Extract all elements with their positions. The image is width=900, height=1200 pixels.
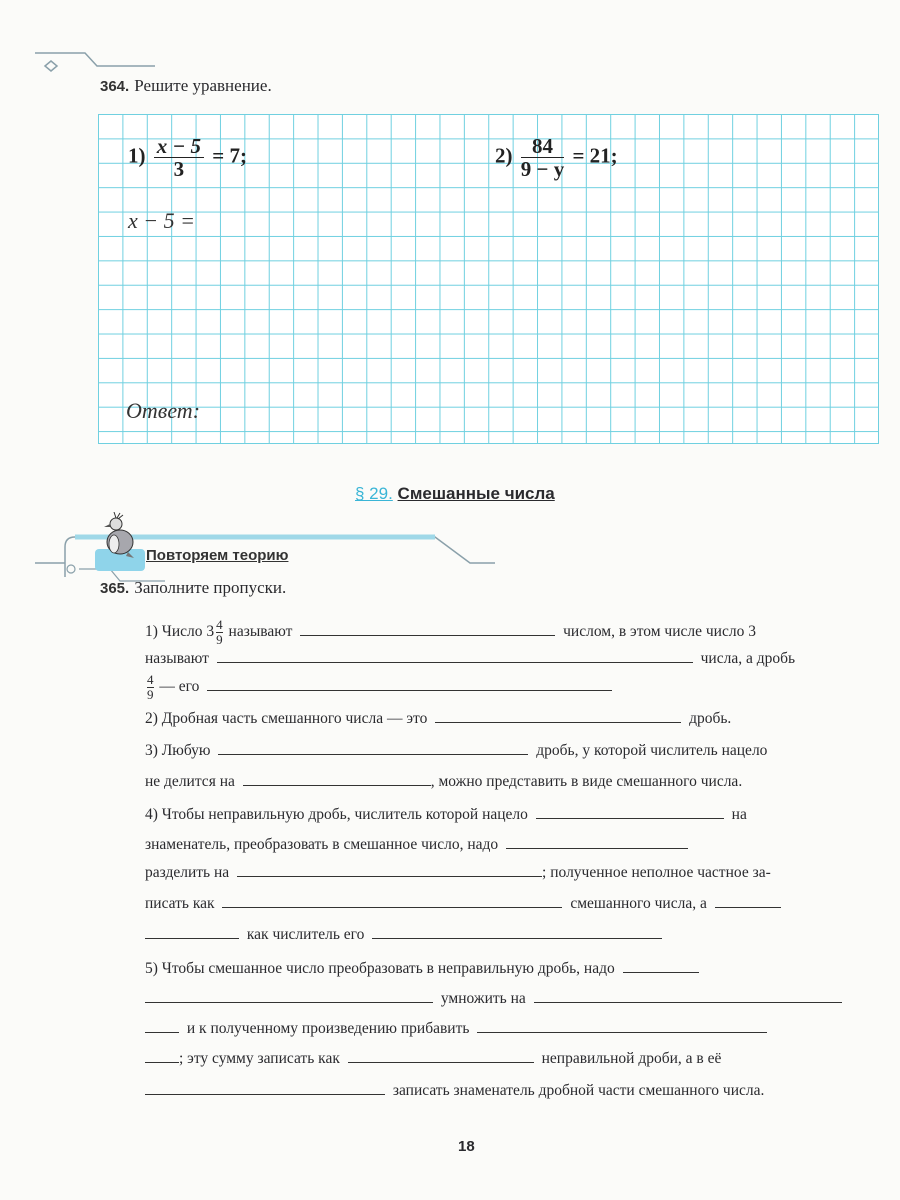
blank-field[interactable] [218,753,528,755]
denominator: 9 − y [520,157,565,181]
section-title: Смешанные числа [397,484,555,503]
blank-field[interactable] [237,875,542,877]
text: 2) Дробная часть смешанного числа — это [145,710,428,727]
item-2 [145,710,731,728]
item-5-line-1 [145,960,703,978]
item-4-line-2 [145,836,692,854]
blank-field[interactable] [243,784,431,786]
section-header [355,484,555,504]
task-title: Решите уравнение. [134,76,272,95]
denominator: 9 [216,632,223,647]
text: 4) Чтобы неправильную дробь, числитель которой нацело [145,806,528,823]
text: ; эту сумму записать как [179,1050,340,1067]
blank-field[interactable] [536,817,724,819]
text: дробь, у которой числитель нацело [536,742,768,759]
text: 3) Любую [145,742,211,759]
theory-banner-title: Повторяем теорию [146,547,289,564]
item-5-line-4 [145,1050,721,1068]
text: как числитель его [246,926,365,943]
fraction [147,673,154,702]
blank-field[interactable] [217,661,693,663]
task-number: 365. [100,580,130,597]
blank-field[interactable] [300,634,555,636]
page-number: 18 [458,1138,475,1155]
text: не делится на [145,773,235,790]
text: ; полученное неполное частное за- [542,864,771,881]
blank-field[interactable] [145,1031,179,1033]
item-5-line-2 [145,990,846,1008]
bird-mascot-icon [98,512,142,562]
equation-1 [128,135,247,180]
blank-field[interactable] [477,1031,767,1033]
text: числа, а дробь [700,650,796,667]
text: числом, в этом числе число 3 [563,623,756,641]
rhs: = 21; [572,143,618,168]
header-decoration [35,48,165,78]
section-number: § 29. [355,484,393,503]
item-4-line-4 [145,895,785,913]
item-5-line-5 [145,1082,764,1100]
task-title: Заполните пропуски. [134,578,287,597]
text: , можно представить в виде смешанного числа. [430,773,743,790]
numerator: x − 5 [154,135,204,158]
text: 1) Число 3 [145,623,215,641]
solution-step: x − 5 = [128,208,195,233]
item-1-line-1 [145,618,756,647]
text: дробь. [689,710,732,727]
equation-2 [495,135,618,180]
blank-field[interactable] [145,1001,433,1003]
fraction [154,135,204,180]
text: смешанного числа, а [570,895,707,912]
numerator: 4 [216,617,223,632]
blank-field[interactable] [372,937,662,939]
task-364-header [100,76,272,96]
fraction [521,135,564,180]
item-4-line-3 [145,864,771,882]
blank-field[interactable] [435,721,681,723]
text: умножить на [440,990,526,1007]
task-number: 364. [100,78,130,95]
item-1-line-3 [145,673,616,702]
blank-field[interactable] [145,937,239,939]
denominator: 3 [173,157,185,181]
blank-field[interactable] [623,971,699,973]
text: 5) Чтобы смешанное число преобразовать в неправильную дробь, надо [145,960,615,977]
blank-field[interactable] [348,1061,534,1063]
item-4-line-5 [145,926,666,944]
answer-label: Ответ: [126,398,201,423]
blank-field[interactable] [506,847,688,849]
blank-field[interactable] [145,1093,385,1095]
blank-field[interactable] [534,1001,842,1003]
text: называют [145,650,209,667]
numerator: 4 [147,672,154,687]
item-3-line-1 [145,742,767,760]
rhs: = 7; [212,143,247,168]
text: называют [228,623,293,641]
blank-field[interactable] [715,906,781,908]
text: неправильной дроби, а в её [541,1050,722,1067]
blank-field[interactable] [222,906,562,908]
item-5-line-3 [145,1020,771,1038]
item-4-line-1 [145,806,747,824]
text: — его [159,678,200,696]
text: и к полученному произведению прибавить [186,1020,470,1037]
equation-label: 2) [495,143,513,168]
item-1-line-2 [145,650,795,668]
text: разделить на [145,864,230,881]
blank-field[interactable] [145,1061,179,1063]
task-365-header [100,578,286,598]
numerator: 84 [521,135,564,158]
fraction [216,618,223,647]
item-3-line-2 [145,773,742,791]
denominator: 9 [147,687,154,702]
diamond-icon [45,61,57,71]
blank-field[interactable] [207,689,612,691]
text: записать знаменатель дробной части смешанного числа. [392,1082,765,1099]
text: на [731,806,747,823]
text: писать как [145,895,215,912]
text: знаменатель, преобразовать в смешанное число, надо [145,836,499,853]
equation-label: 1) [128,143,146,168]
